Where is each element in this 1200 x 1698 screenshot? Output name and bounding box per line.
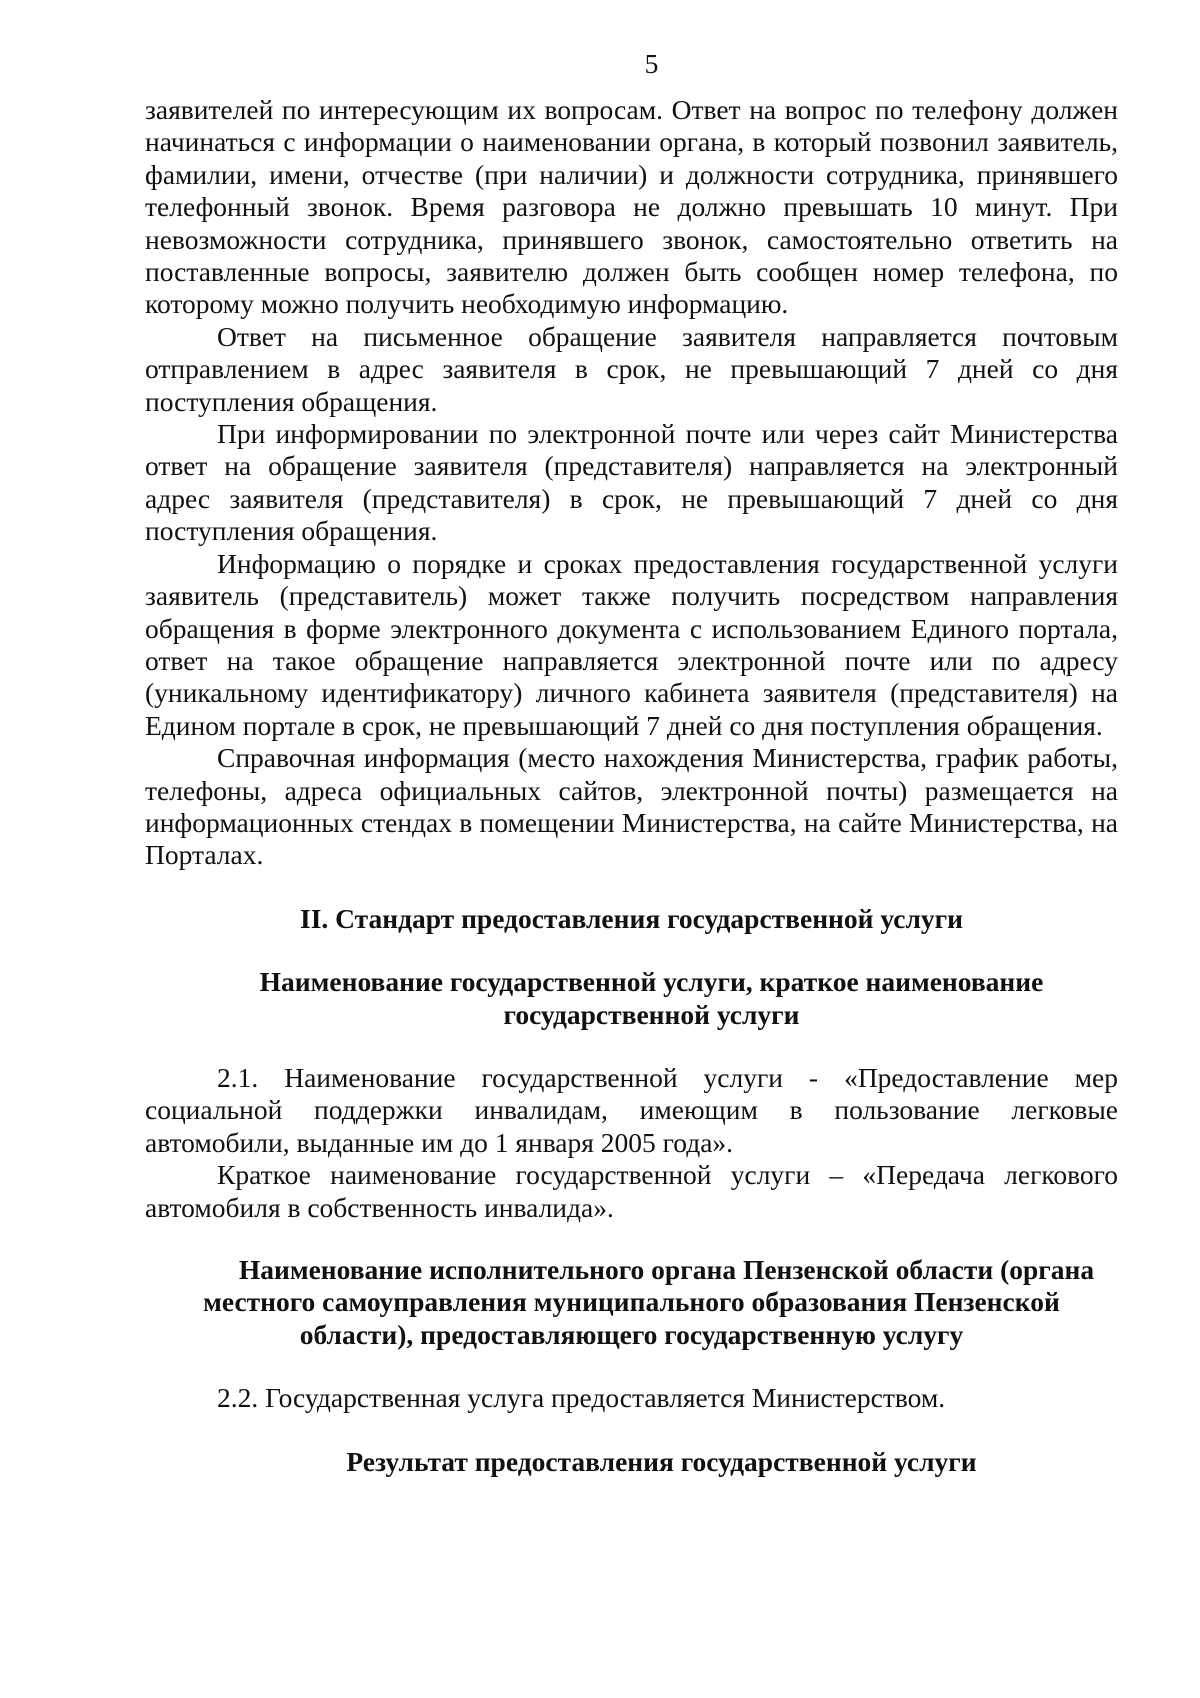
subheading-executive-body-line-2: местного самоуправления муниципального образования Пензенской bbox=[203, 1286, 1060, 1318]
paragraph-phone-consultation: заявителей по интересующим их вопросам. Ответ на вопрос по телефону должен начинаться с информации о наименовании органа, в который позвонил заявитель, фамилии, имени, отчестве (при наличии) и должности сотрудника, принявшего телефонный звонок. Время разговора не должно превышать 10 минут. При невозможности сотрудника, принявшего звонок, самостоятельно ответить на поставленные вопросы, заявителю должен быть сообщен номер телефона, по которому можно получить необходимую информацию. bbox=[145, 94, 1118, 320]
subheading-result: Результат предоставления государственной услуги bbox=[346, 1445, 977, 1477]
subheading-executive-body-line-1: Наименование исполнительного органа Пензенской области (органа bbox=[238, 1254, 1095, 1285]
subheading-executive-body bbox=[145, 1254, 1118, 1351]
paragraph-written-response: Ответ на письменное обращение заявителя направляется почтовым отправлением в адрес заявителя в срок, не превышающий 7 дней со дня поступления обращения. bbox=[145, 320, 1118, 417]
section-title: II. Стандарт предоставления государственной услуги bbox=[300, 902, 963, 934]
subheading-service-name: Наименование государственной услуги, краткое наименование государственной услуги bbox=[259, 966, 1044, 1030]
paragraph-2-1-short-name: Краткое наименование государственной услуги – «Передача легкового автомобиля в собственность инвалида». bbox=[145, 1159, 1118, 1223]
paragraph-2-1: 2.1. Наименование государственной услуги - «Предоставление мер социальной поддержки инвалидам, имеющим в пользование легковые автомобили, выданные им до 1 января 2005 года». bbox=[145, 1061, 1118, 1158]
paragraph-portal-response: Информацию о порядке и сроках предоставления государственной услуги заявитель (представитель) может также получить посредством направления обращения в форме электронного документа с использованием Единого портала, ответ на такое обращение направляется электронной почте или по адресу (уникальному идентификатору) личного кабинета заявителя (представителя) на Едином портале в срок, не превышающий 7 дней со дня поступления обращения. bbox=[145, 547, 1118, 741]
paragraph-reference-info: Справочная информация (место нахождения Министерства, график работы, телефоны, адреса официальных сайтов, электронной почты) размещается на информационных стендах в помещении Министерства, на сайте Министерства, на Порталах. bbox=[145, 742, 1118, 871]
paragraph-email-response: При информировании по электронной почте или через сайт Министерства ответ на обращение заявителя (представителя) направляется на электронный адрес заявителя (представителя) в срок, не превышающий 7 дней со дня поступления обращения. bbox=[145, 418, 1118, 547]
paragraph-2-2: 2.2. Государственная услуга предоставляется Министерством. bbox=[217, 1382, 946, 1414]
subheading-executive-body-line-3: области), предоставляющего государственную услугу bbox=[299, 1318, 964, 1350]
page-number: 5 bbox=[644, 48, 659, 79]
